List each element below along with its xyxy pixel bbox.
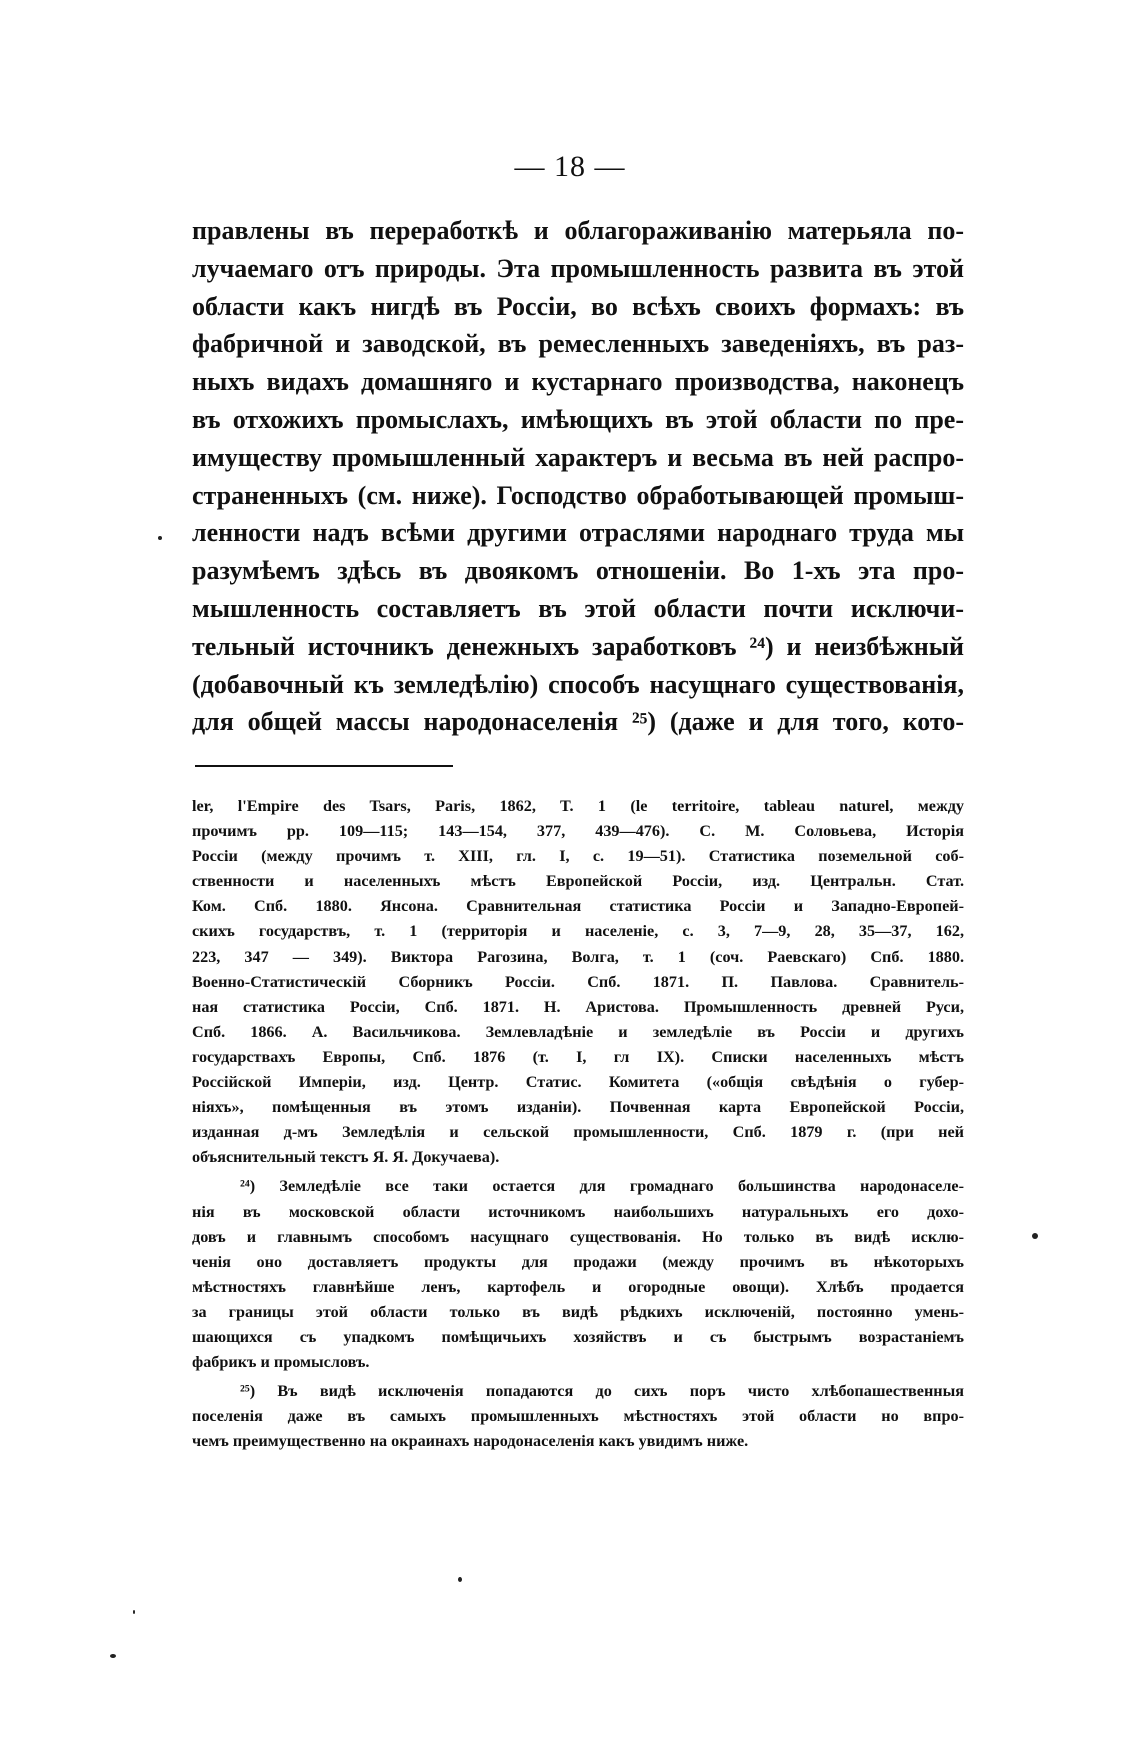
footnote-line: 223, 347 — 349). Виктора Рагозина, Волга, т. 1 (соч. Раевскаго) Спб. 1880. xyxy=(192,947,964,966)
margin-speck-mark xyxy=(110,1654,116,1658)
footnote-line: изданная д-мъ Земледѣлія и сельской промышленности, Спб. 1879 г. (при ней xyxy=(192,1123,964,1142)
footnote-line: чемъ преимущественно на окраинахъ народонаселенія какъ увидимъ ниже. xyxy=(192,1432,749,1451)
footnote-line: государствахъ Европы, Спб. 1876 (т. I, гл IX). Списки населенныхъ мѣстъ xyxy=(192,1047,964,1066)
footnote-line: Ком. Спб. 1880. Янсона. Сравнительная статистика Россіи и Западно-Европей- xyxy=(192,897,964,916)
margin-speck-mark xyxy=(158,536,162,540)
footnote-sources xyxy=(192,794,964,1170)
footnote-line: довъ и главнымъ способомъ насущнаго существованія. Но только въ видѣ исклю- xyxy=(192,1227,964,1246)
footnote-line: Военно-Статистическій Сборникъ Россіи. Спб. 1871. П. Павлова. Сравнитель- xyxy=(192,972,964,991)
footnote-line: поселенія даже въ самыхъ промышленныхъ мѣстностяхъ этой области но впро- xyxy=(192,1407,964,1426)
main-text-line: въ отхожихъ промыслахъ, имѣющихъ въ этой области по пре- xyxy=(192,404,964,434)
margin-speck-mark xyxy=(133,1610,135,1614)
footnote-line: нія въ московской области источникомъ наибольшихъ натуральныхъ его дохо- xyxy=(192,1202,964,1221)
main-text-line: правлены въ переработкѣ и облагораживанію матерьяла по- xyxy=(192,216,964,245)
footnote-line: скихъ государствъ, т. 1 (территорія и населеніе, с. 3, 7—9, 28, 35—37, 162, xyxy=(192,922,964,941)
main-text-line: области какъ нигдѣ въ Россіи, во всѣхъ своихъ формахъ: въ xyxy=(192,291,964,321)
main-text xyxy=(192,212,964,741)
main-text-line: ныхъ видахъ домашняго и кустарнаго производства, наконецъ xyxy=(192,367,964,397)
margin-speck-mark xyxy=(458,1577,462,1582)
main-text-line: тельный источникъ денежныхъ заработковъ ²⁴) и неизбѣжный xyxy=(192,631,964,661)
footnote-line: фабрикъ и промысловъ. xyxy=(192,1353,370,1372)
footnote-line: Россіи (между прочимъ т. XIII, гл. I, с. 19—51). Статистика поземельной соб- xyxy=(192,847,964,866)
footnote-line: Спб. 1866. А. Васильчикова. Землевладѣніе и земледѣліе въ Россіи и другихъ xyxy=(192,1022,964,1041)
main-text-line: имуществу промышленный характеръ и весьма въ ней распро- xyxy=(192,442,964,472)
main-text-line: фабричной и заводской, въ ремесленныхъ заведеніяхъ, въ раз- xyxy=(192,329,964,359)
footnotes xyxy=(192,794,964,1454)
footnote-line: ler, l'Empire des Tsars, Paris, 1862, T. 1 (le territoire, tableau naturel, между xyxy=(192,797,964,815)
footnote-24 xyxy=(192,1174,964,1375)
page-number: — 18 — xyxy=(514,150,626,183)
footnote-line: ченія оно доставляетъ продукты для продажи (между прочимъ въ нѣкоторыхъ xyxy=(192,1252,964,1271)
footnote-line: ²⁵) Въ видѣ исключенія попадаются до сихъ поръ чисто хлѣбопашественныя xyxy=(240,1382,964,1401)
footnote-line: Россійской Имперіи, изд. Центр. Статис. Комитета («общія свѣдѣнія о губер- xyxy=(192,1073,964,1092)
main-text-line: разумѣемъ здѣсь въ двоякомъ отношеніи. Во 1-хъ эта про- xyxy=(192,556,964,586)
main-text-line: для общей массы народонаселенія ²⁵) (даже и для того, кото- xyxy=(192,707,964,737)
footnote-line: ная статистика Россіи, Спб. 1871. Н. Аристова. Промышленность древней Руси, xyxy=(192,997,964,1016)
margin-speck-mark xyxy=(1032,1233,1038,1239)
main-text-line: страненныхъ (см. ниже). Господство обработывающей промыш- xyxy=(192,480,964,510)
footnote-line: ²⁴) Земледѣліе все таки остается для громаднаго большинства народонаселе- xyxy=(240,1177,964,1196)
footnote-rule xyxy=(195,765,453,767)
main-text-line: мышленность составляетъ въ этой области почти исключи- xyxy=(192,593,964,623)
footnote-line: прочимъ pp. 109—115; 143—154, 377, 439—476). С. М. Соловьева, Исторія xyxy=(192,822,964,841)
footnote-line: шающихся съ упадкомъ помѣщичьихъ хозяйствъ и съ быстрымъ возрастаніемъ xyxy=(192,1327,964,1346)
main-text-line: ленности надъ всѣми другими отраслями народнаго труда мы xyxy=(192,518,964,548)
main-text-line: (добавочный къ земледѣлію) способъ насущнаго существованія, xyxy=(192,669,964,699)
footnote-line: ственности и населенныхъ мѣстъ Европейской Россіи, изд. Центральн. Стат. xyxy=(192,872,964,891)
footnote-line: за границы этой области только въ видѣ рѣдкихъ исключеній, постоянно умень- xyxy=(192,1302,964,1321)
footnote-line: объяснительный текстъ Я. Я. Докучаева). xyxy=(192,1148,500,1167)
footnote-line: мѣстностяхъ главнѣйше ленъ, картофель и огородные овощи). Хлѣбъ продается xyxy=(192,1277,964,1296)
footnote-25 xyxy=(192,1379,964,1454)
main-text-line: лучаемаго отъ природы. Эта промышленность развита въ этой xyxy=(192,253,964,283)
footnote-line: ніяхъ», помѣщенныя въ этомъ изданіи). Почвенная карта Европейской Россіи, xyxy=(192,1098,964,1117)
